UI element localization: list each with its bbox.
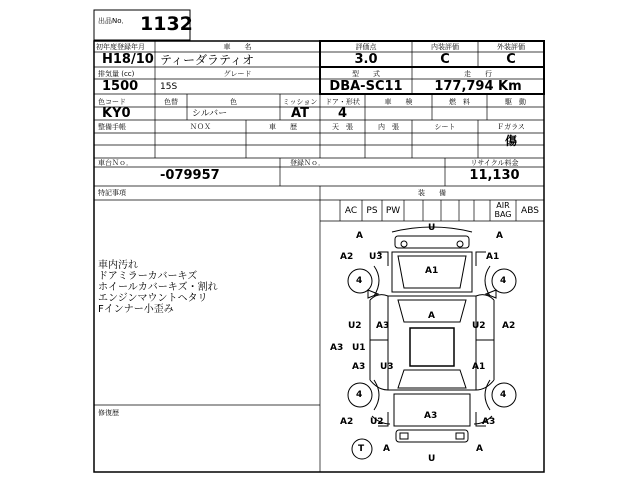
damage-mark: U xyxy=(428,223,436,233)
damage-mark: U3 xyxy=(369,252,383,262)
inspection-label: 車 検 xyxy=(384,98,413,106)
damage-mark: A3 xyxy=(424,411,438,421)
damage-mark: A2 xyxy=(340,252,354,262)
remark-line: ホイールカバーキズ・割れ xyxy=(98,282,218,293)
damage-mark: A xyxy=(383,444,390,454)
damage-mark: A xyxy=(356,231,363,241)
model-value: DBA-SC11 xyxy=(329,79,403,94)
equipment-label: 装 備 xyxy=(418,189,446,197)
damage-mark: T xyxy=(358,444,365,454)
manual-label: 整備手帳 xyxy=(98,123,126,131)
damage-mark: U1 xyxy=(352,343,366,353)
colorcode-value: KY0 xyxy=(102,106,131,121)
mileage-label: 走 行 xyxy=(464,70,492,78)
listing-number: 1132 xyxy=(140,13,193,35)
equipment-pw: PW xyxy=(385,206,401,216)
damage-mark: A xyxy=(428,311,435,321)
glass-label: Ｆガラス xyxy=(497,123,525,131)
color-value: シルバー xyxy=(192,109,228,119)
grade-value: 15S xyxy=(160,82,178,92)
equipment-abs: ABS xyxy=(521,206,539,216)
fuel-label: 燃 料 xyxy=(449,98,470,106)
mileage-value: 177,794 Km xyxy=(434,79,522,94)
damage-mark: 4 xyxy=(500,390,507,400)
chassis-value: -079957 xyxy=(160,168,220,183)
damage-mark: U2 xyxy=(370,417,384,427)
damage-mark: A2 xyxy=(340,417,354,427)
remark-line: 車内汚れ xyxy=(98,260,138,271)
color-label: 色 xyxy=(230,98,237,106)
damage-mark: A3 xyxy=(376,321,390,331)
damage-mark: A2 xyxy=(502,321,516,331)
history-label: 車 歴 xyxy=(269,123,297,131)
exterior-rating-value: C xyxy=(506,52,516,67)
damage-mark: A3 xyxy=(352,362,366,372)
recycle-label: リサイクル料金 xyxy=(470,159,519,167)
damage-mark: A xyxy=(496,231,503,241)
listing-label: 出品No． xyxy=(98,17,129,25)
damage-mark: A3 xyxy=(330,343,344,353)
damage-mark: A1 xyxy=(472,362,486,372)
recycle-value: 11,130 xyxy=(469,168,520,183)
door-value: 4 xyxy=(337,106,348,121)
name-value: ティーダラティオ xyxy=(160,53,255,67)
displacement-value: 1500 xyxy=(102,79,139,94)
registration-label: 登録Ｎｏ． xyxy=(290,159,325,167)
year-label: 初年度登録年月 xyxy=(96,43,145,51)
remarks-label: 特記事項 xyxy=(98,189,126,197)
damage-mark: A3 xyxy=(482,417,496,427)
glass-value: 傷 xyxy=(504,134,517,148)
damage-mark: 4 xyxy=(500,276,507,286)
damage-mark: 4 xyxy=(356,390,363,400)
repair-history-label: 修復歴 xyxy=(98,409,119,417)
year-value: H18/10 xyxy=(102,52,154,67)
interior-rating-value: C xyxy=(440,52,450,67)
damage-mark: U2 xyxy=(348,321,362,331)
remark-line: ドアミラーカバーキズ xyxy=(98,271,198,282)
door-label: ドア・形状 xyxy=(325,98,360,106)
displacement-label: 排気量 (cc) xyxy=(98,70,135,78)
mission-label: ミッション xyxy=(282,98,318,106)
remarks-list xyxy=(98,260,218,315)
damage-mark: U3 xyxy=(380,362,394,372)
equipment-ps: PS xyxy=(366,206,378,216)
damage-mark: U2 xyxy=(472,321,486,331)
drive-label: 駆 動 xyxy=(505,98,526,106)
interior-panel-label: 内 張 xyxy=(378,123,399,131)
name-label: 車 名 xyxy=(223,43,252,51)
remark-line: Fインナー小歪み xyxy=(98,304,174,315)
model-label: 型 式 xyxy=(352,70,380,78)
remark-line: エンジンマウントヘタリ xyxy=(98,293,208,304)
damage-mark: A1 xyxy=(425,266,439,276)
damage-mark: A1 xyxy=(486,252,500,262)
chassis-label: 車台Ｎｏ． xyxy=(98,159,133,167)
damage-mark: U xyxy=(428,454,436,464)
score-value: 3.0 xyxy=(354,52,378,67)
nox-label: ＮＯＸ xyxy=(190,123,211,131)
interior-rating-label: 内装評価 xyxy=(431,43,459,51)
score-label: 評価点 xyxy=(355,43,377,51)
roof-label: 天 張 xyxy=(332,123,353,131)
exterior-rating-label: 外装評価 xyxy=(497,43,525,51)
damage-mark: A xyxy=(476,444,483,454)
grade-label: グレード xyxy=(223,70,252,78)
colorcode-label: 色コード xyxy=(98,98,126,106)
equipment-ac: AC xyxy=(344,206,358,216)
seat-label: シート xyxy=(434,123,456,131)
colortype-label: 色替 xyxy=(164,98,178,106)
damage-mark: 4 xyxy=(356,276,363,286)
mission-value: AT xyxy=(291,106,309,121)
equipment-airbag: AIR BAG xyxy=(494,201,512,219)
